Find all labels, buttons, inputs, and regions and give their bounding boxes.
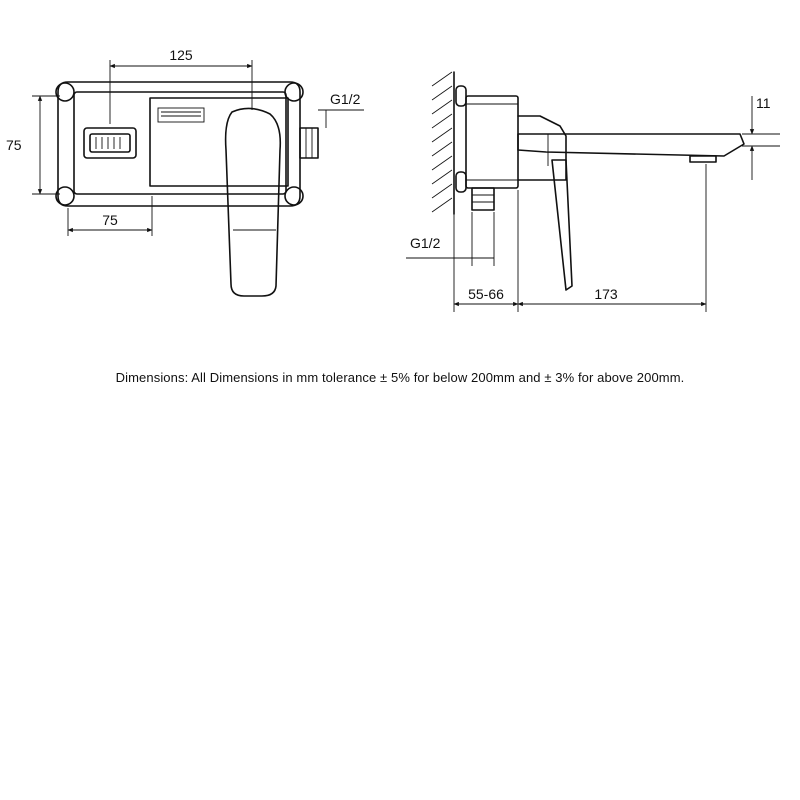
wall-hatching bbox=[432, 72, 452, 212]
dim-top-width: 125 bbox=[169, 47, 193, 63]
inlet-stub bbox=[300, 128, 318, 158]
side-view bbox=[406, 72, 780, 312]
front-view bbox=[6, 47, 364, 296]
dim-spout-reach: 173 bbox=[594, 286, 618, 302]
dim-inlet-side: G1/2 bbox=[410, 235, 441, 251]
valve-body bbox=[74, 92, 286, 194]
mounting-plate bbox=[58, 82, 300, 206]
side-valve-body bbox=[466, 96, 518, 188]
dim-wall-depth: 55-66 bbox=[468, 286, 504, 302]
side-inlet bbox=[472, 188, 494, 210]
dim-left-height: 75 bbox=[6, 137, 22, 153]
spout bbox=[518, 134, 744, 156]
valve-housing bbox=[150, 98, 288, 186]
dimensions-note: Dimensions: All Dimensions in mm tolerance ± 5% for below 200mm and ± 3% for above 200mm. bbox=[115, 370, 685, 385]
technical-drawing bbox=[0, 0, 800, 360]
cartridge-block bbox=[84, 128, 136, 158]
dim-spout-thickness: 11 bbox=[756, 95, 771, 111]
housing-window bbox=[158, 108, 204, 122]
mixer-lever bbox=[226, 108, 281, 296]
dim-inlet-front: G1/2 bbox=[330, 91, 361, 107]
dim-bottom-width: 75 bbox=[102, 212, 118, 228]
